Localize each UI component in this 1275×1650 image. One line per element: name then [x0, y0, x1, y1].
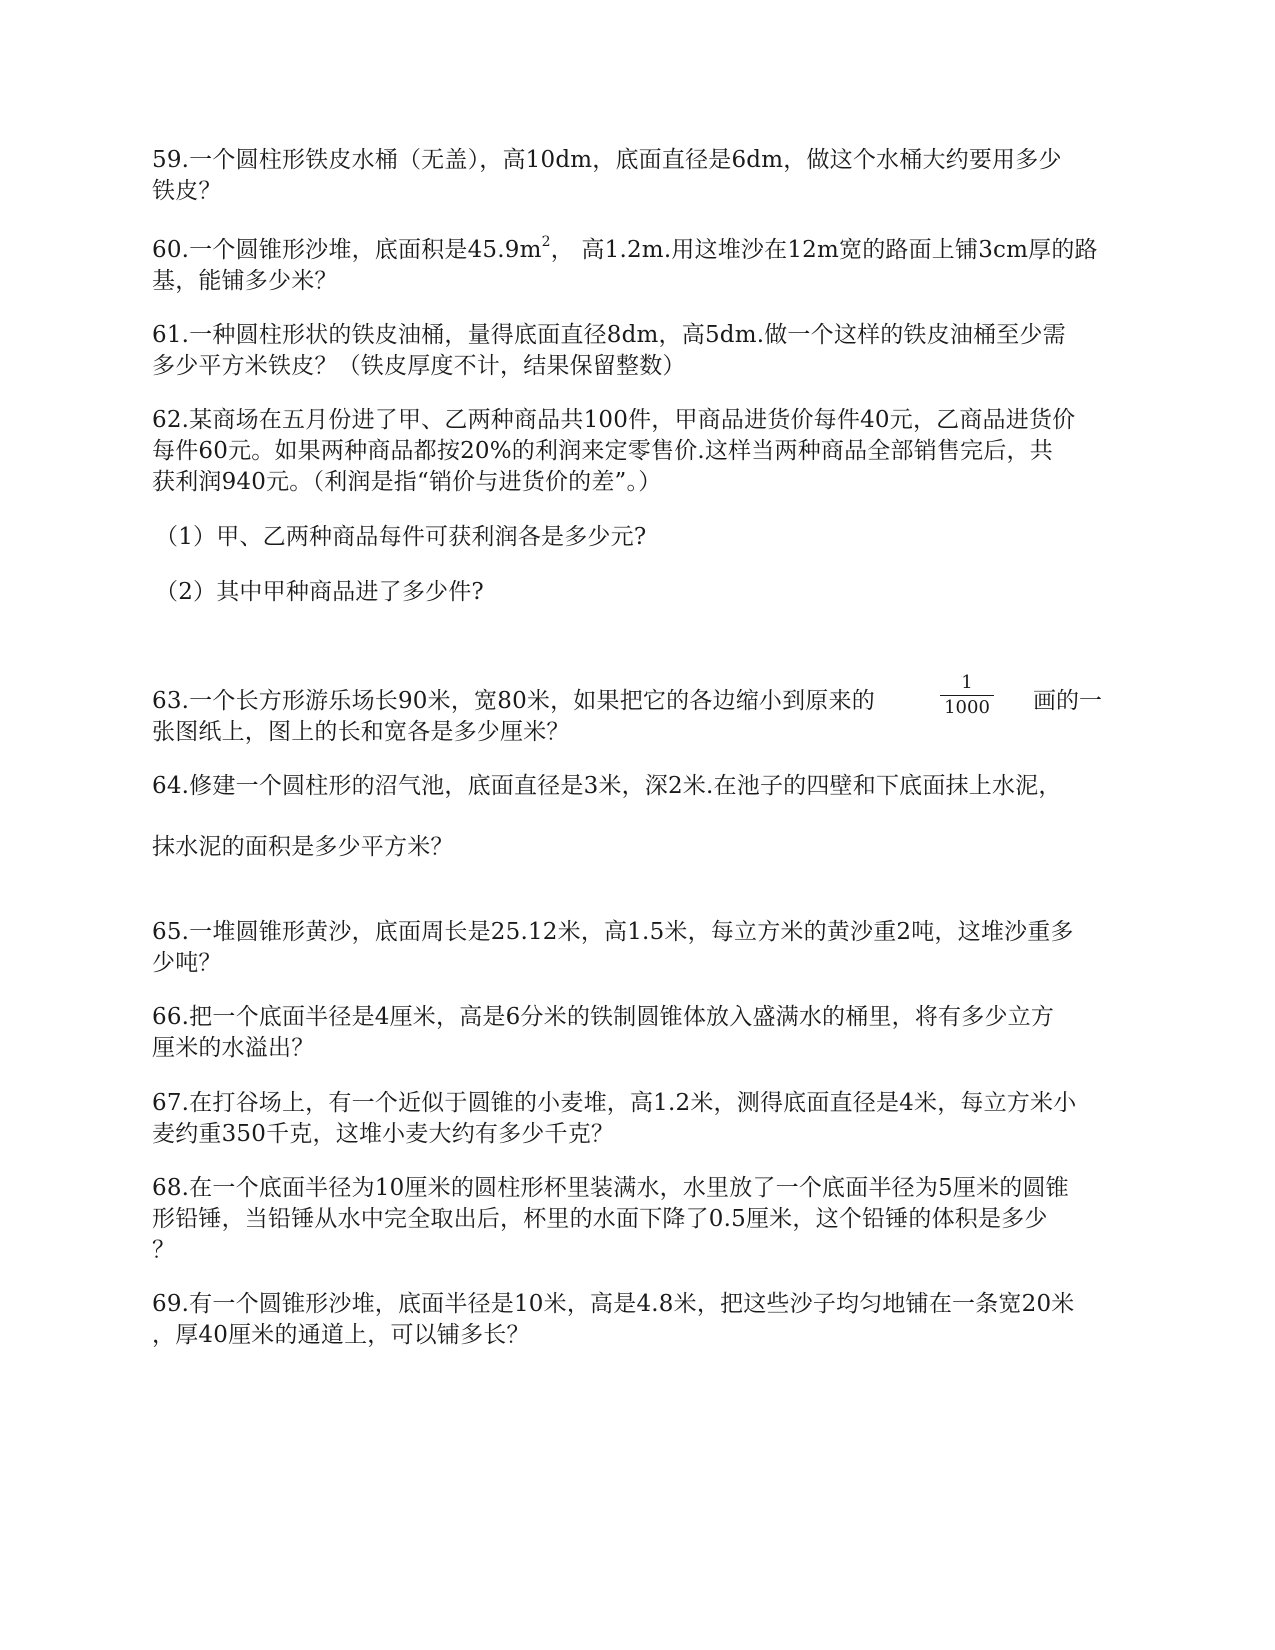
problem-67-line-2: 麦约重350千克，这堆小麦大约有多少千克？ [152, 1121, 615, 1147]
problem-66-line-1: 66.把一个底面半径是4厘米，高是6分米的铁制圆锥体放入盛满水的桶里，将有多少立方 [152, 1004, 1055, 1030]
problem-62-line-1: 62.某商场在五月份进了甲、乙两种商品共100件，甲商品进货价每件40元，乙商品进货价 [152, 407, 1076, 433]
problem-60-line-1 [152, 235, 1098, 265]
problem-64-line-1: 64.修建一个圆柱形的沼气池，底面直径是3米，深2米.在池子的四壁和下底面抹上水泥， [152, 773, 1062, 799]
problem-69-line-1: 69.有一个圆锥形沙堆，底面半径是10米，高是4.8米，把这些沙子均匀地铺在一条宽20米 [152, 1291, 1075, 1317]
problem-60-text-post: ， 高1.2m.用这堆沙在12m宽的路面上铺3cm厚的路 [550, 237, 1098, 263]
problem-68-line-3: ？ [152, 1237, 176, 1263]
problem-68-line-2: 形铅锤，当铅锤从水中完全取出后，杯里的水面下降了0.5厘米，这个铅锤的体积是多少 [152, 1206, 1048, 1232]
problem-62-sub-question-2: （2）其中甲种商品进了多少件? [155, 579, 484, 605]
problem-68-line-1: 68.在一个底面半径为10厘米的圆柱形杯里装满水，水里放了一个底面半径为5厘米的圆锥 [152, 1175, 1069, 1201]
problem-63-line-2: 张图纸上，图上的长和宽各是多少厘米？ [152, 719, 570, 745]
problem-69-line-2: ，厚40厘米的通道上，可以铺多长？ [152, 1322, 530, 1348]
problem-62-sub-question-1: （1）甲、乙两种商品每件可获利润各是多少元? [155, 524, 647, 550]
problem-60-line-2: 基，能铺多少米？ [152, 268, 338, 294]
problem-67-line-1: 67.在打谷场上，有一个近似于圆锥的小麦堆，高1.2米，测得底面直径是4米，每立方米小 [152, 1090, 1077, 1116]
fraction-numerator: 1 [961, 672, 973, 693]
fraction-denominator: 1000 [944, 697, 990, 718]
problem-64-line-2: 抹水泥的面积是多少平方米？ [152, 834, 454, 860]
problem-59-line-1: 59.一个圆柱形铁皮水桶（无盖），高10dm，底面直径是6dm，做这个水桶大约要用多少 [152, 147, 1062, 173]
problem-63-line-1-after: 画的一 [1033, 688, 1102, 714]
problem-61-line-2: 多少平方米铁皮？（铁皮厚度不计，结果保留整数） [152, 353, 686, 379]
problem-62-line-2: 每件60元。如果两种商品都按20%的利润来定零售价.这样当两种商品全部销售完后，共 [152, 438, 1053, 464]
problem-59-line-2: 铁皮？ [152, 178, 222, 204]
problem-63-fraction [938, 672, 996, 719]
problem-62-line-3: 获利润940元。（利润是指“销价与进货价的差”。） [152, 469, 662, 495]
problem-63-line-1: 63.一个长方形游乐场长90米，宽80米，如果把它的各边缩小到原来的 [152, 688, 875, 714]
problem-60-exponent: 2 [541, 234, 551, 251]
problem-65-line-1: 65.一堆圆锥形黄沙，底面周长是25.12米，高1.5米，每立方米的黄沙重2吨，这堆沙重多 [152, 919, 1074, 945]
fraction-bar [940, 695, 994, 696]
problem-61-line-1: 61.一种圆柱形状的铁皮油桶，量得底面直径8dm，高5dm.做一个这样的铁皮油桶至少需 [152, 322, 1066, 348]
problem-65-line-2: 少吨？ [152, 950, 222, 976]
problem-60-text-pre: 60.一个圆锥形沙堆，底面积是45.9m [152, 237, 542, 263]
problem-66-line-2: 厘米的水溢出？ [152, 1035, 315, 1061]
